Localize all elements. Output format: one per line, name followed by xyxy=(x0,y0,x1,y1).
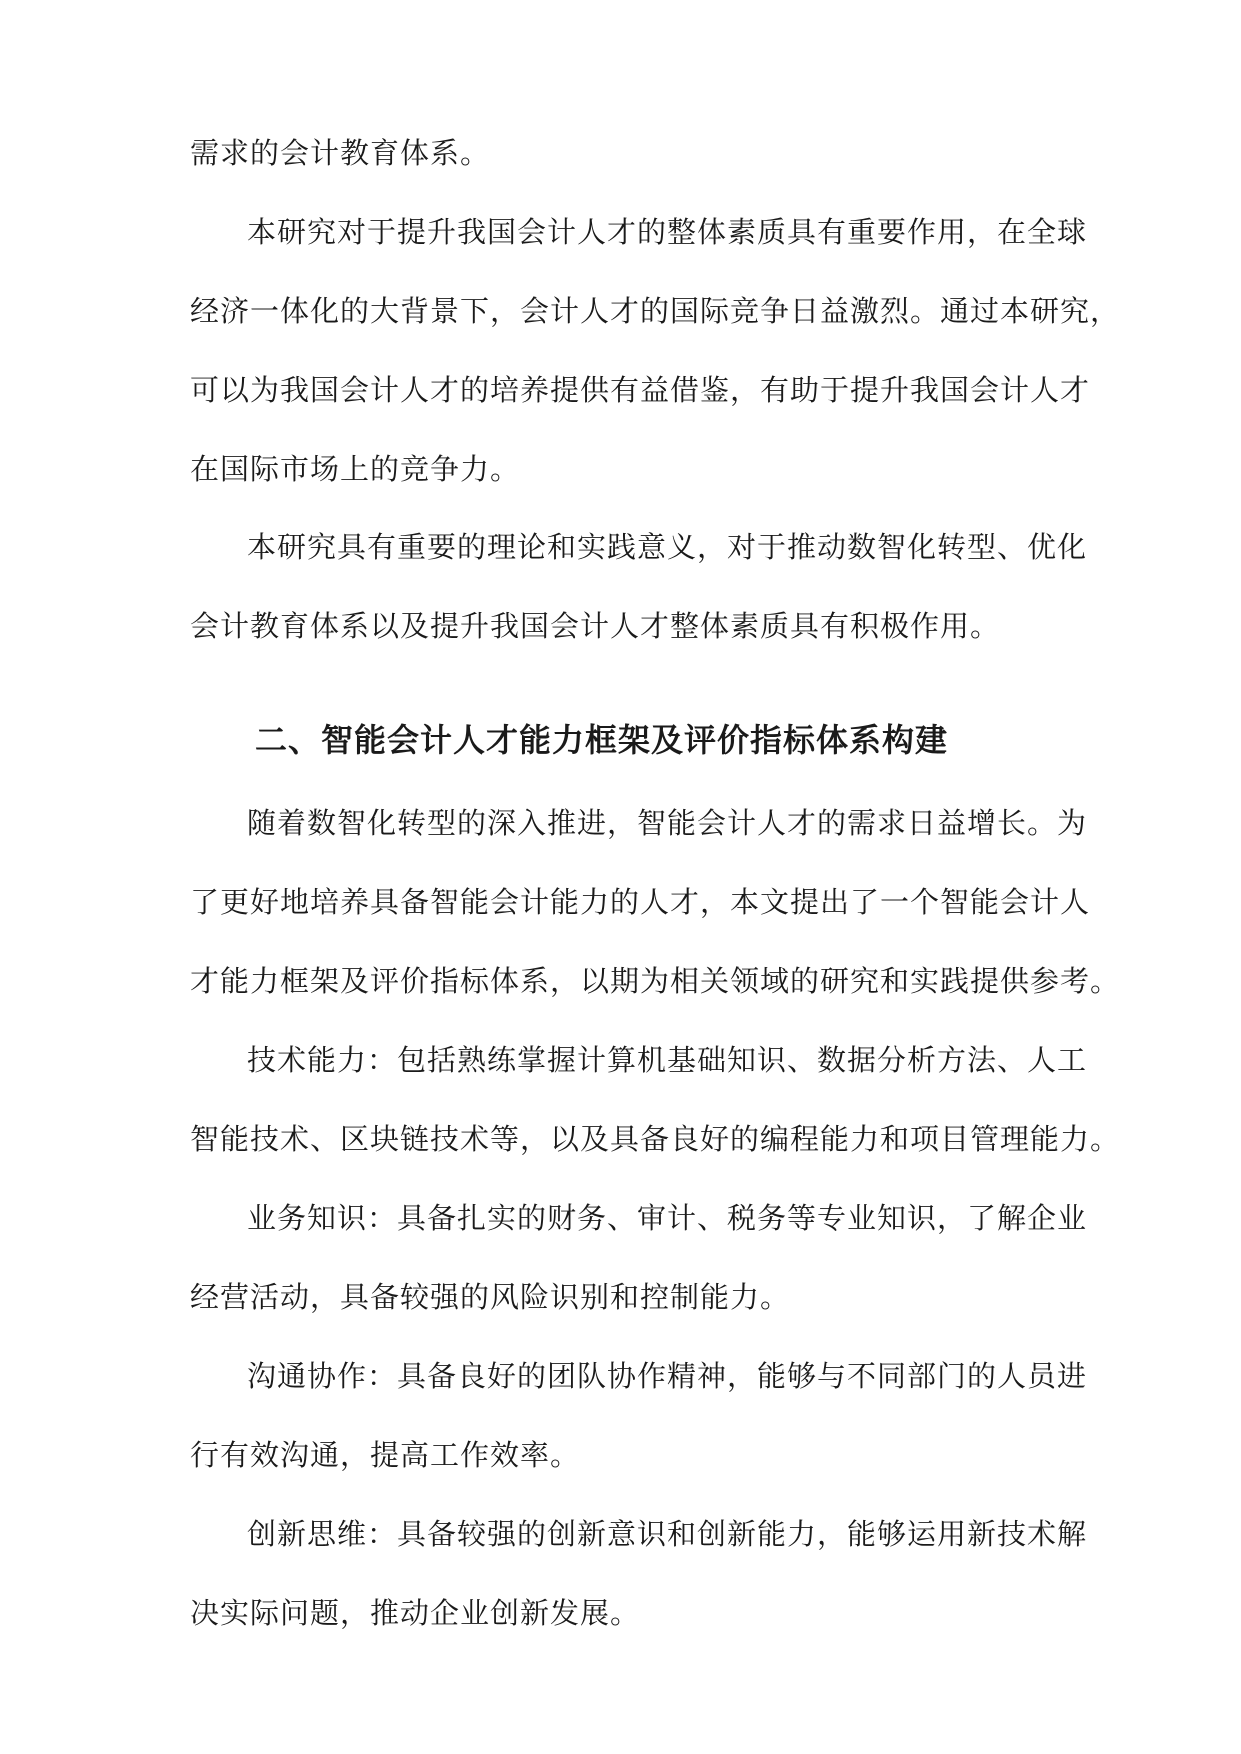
paragraph-line: 技术能力：包括熟练掌握计算机基础知识、数据分析方法、人工 xyxy=(247,1043,1088,1077)
paragraph-line: 智能技术、区块链技术等，以及具备良好的编程能力和项目管理能力。 xyxy=(190,1122,1121,1156)
paragraph-line: 随着数智化转型的深入推进，智能会计人才的需求日益增长。为 xyxy=(247,806,1088,840)
paragraph-line: 本研究对于提升我国会计人才的整体素质具有重要作用，在全球 xyxy=(247,215,1088,249)
paragraph-line: 决实际问题，推动企业创新发展。 xyxy=(190,1596,641,1630)
paragraph-line: 经营活动，具备较强的风险识别和控制能力。 xyxy=(190,1280,791,1314)
paragraph-line: 行有效沟通，提高工作效率。 xyxy=(190,1438,581,1472)
paragraph-line: 经济一体化的大背景下，会计人才的国际竞争日益激烈。通过本研究， xyxy=(190,294,1121,328)
paragraph-line: 才能力框架及评价指标体系，以期为相关领域的研究和实践提供参考。 xyxy=(190,964,1121,998)
paragraph-line: 会计教育体系以及提升我国会计人才整体素质具有积极作用。 xyxy=(190,609,1001,643)
section-heading: 二、智能会计人才能力框架及评价指标体系构建 xyxy=(255,721,949,759)
paragraph-line: 创新思维：具备较强的创新意识和创新能力，能够运用新技术解 xyxy=(247,1517,1088,1551)
paragraph-line: 了更好地培养具备智能会计能力的人才，本文提出了一个智能会计人 xyxy=(190,885,1091,919)
paragraph-line: 沟通协作：具备良好的团队协作精神，能够与不同部门的人员进 xyxy=(247,1359,1088,1393)
paragraph-line: 需求的会计教育体系。 xyxy=(190,136,491,170)
paragraph-line: 在国际市场上的竞争力。 xyxy=(190,452,521,486)
paragraph-line: 可以为我国会计人才的培养提供有益借鉴，有助于提升我国会计人才 xyxy=(190,373,1091,407)
paragraph-line: 本研究具有重要的理论和实践意义，对于推动数智化转型、优化 xyxy=(247,530,1088,564)
paragraph-line: 业务知识：具备扎实的财务、审计、税务等专业知识，了解企业 xyxy=(247,1201,1088,1235)
